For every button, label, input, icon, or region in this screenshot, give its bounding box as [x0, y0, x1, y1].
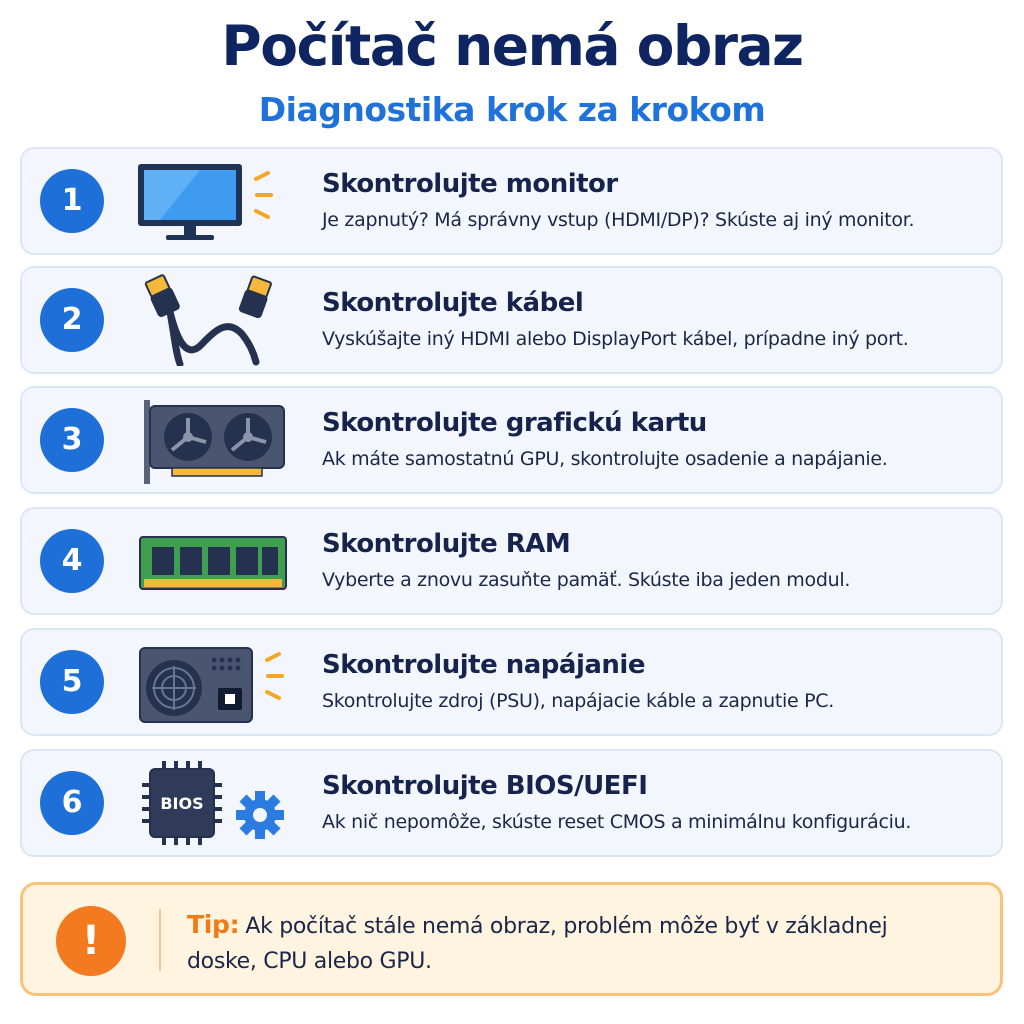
step-description: Ak nič nepomôže, skúste reset CMOS a minimálnu konfiguráciu.	[322, 811, 912, 833]
tip-divider	[159, 909, 161, 971]
step-description: Vyberte a znovu zasuňte pamäť. Skúste iba jeden modul.	[322, 569, 851, 591]
tip-box	[20, 882, 1003, 996]
step-card-gpu	[20, 386, 1003, 494]
step-title: Skontrolujte kábel	[322, 288, 584, 318]
gear-icon	[236, 791, 284, 839]
ram-module-icon	[130, 515, 290, 607]
tip-label: Tip:	[187, 910, 240, 939]
step-description: Ak máte samostatnú GPU, skontrolujte osadenie a napájanie.	[322, 448, 888, 470]
step-number-badge: 1	[40, 169, 104, 233]
step-card-cable	[20, 266, 1003, 374]
step-card-ram	[20, 507, 1003, 615]
step-number-badge: 3	[40, 408, 104, 472]
bios-chip-label: BIOS	[160, 794, 204, 813]
hdmi-cable-icon	[130, 274, 290, 366]
graphics-card-icon	[130, 394, 290, 486]
step-card-bios	[20, 749, 1003, 857]
step-number-badge: 6	[40, 771, 104, 835]
step-description: Je zapnutý? Má správny vstup (HDMI/DP)? Skúste aj iný monitor.	[322, 209, 915, 231]
page-subtitle: Diagnostika krok za krokom	[258, 90, 766, 129]
tip-text	[187, 907, 947, 979]
step-description: Skontrolujte zdroj (PSU), napájacie káble a zapnutie PC.	[322, 690, 835, 712]
step-title: Skontrolujte BIOS/UEFI	[322, 771, 648, 801]
exclamation-icon: !	[56, 906, 126, 976]
step-description: Vyskúšajte iný HDMI alebo DisplayPort kábel, prípadne iný port.	[322, 328, 909, 350]
step-number-badge: 2	[40, 288, 104, 352]
step-card-psu	[20, 628, 1003, 736]
step-number-badge: 5	[40, 650, 104, 714]
power-supply-icon	[130, 636, 290, 728]
page-title: Počítač nemá obraz	[221, 14, 803, 78]
monitor-icon	[130, 155, 290, 247]
step-title: Skontrolujte RAM	[322, 529, 571, 559]
tip-body: Ak počítač stále nemá obraz, problém môže byť v základnej doske, CPU alebo GPU.	[187, 914, 888, 974]
step-title: Skontrolujte napájanie	[322, 650, 645, 680]
step-number-badge: 4	[40, 529, 104, 593]
step-title: Skontrolujte grafickú kartu	[322, 408, 707, 438]
bios-chip-icon	[130, 757, 290, 849]
step-card-monitor	[20, 147, 1003, 255]
step-title: Skontrolujte monitor	[322, 169, 618, 199]
